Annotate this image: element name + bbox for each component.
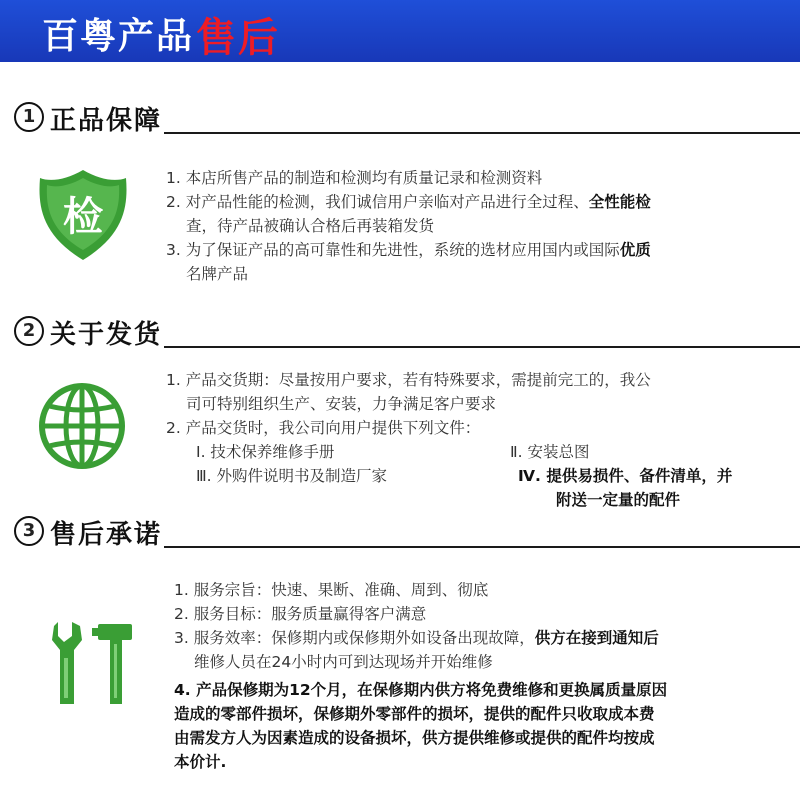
header-title-accent: 售后 <box>196 15 280 61</box>
s1-line-2-cont: 查，待产品被确认合格后再装箱发货 <box>186 217 435 235</box>
s2-doc-3: Ⅲ. 外购件说明书及制造厂家 <box>196 467 388 485</box>
section-3-heading <box>14 514 800 548</box>
s1-line-3-text: 3. 为了保证产品的高可靠性和先进性，系统的选材应用国内或国际 <box>166 241 620 259</box>
s2-doc-1: Ⅰ. 技术保养维修手册 <box>196 443 335 461</box>
section-divider <box>164 546 800 548</box>
s2-line-1: 1. 产品交货期：尽量按用户要求，若有特殊要求，需提前完工的，我公 <box>166 371 651 389</box>
section-title: 正品保障 <box>50 106 163 136</box>
inspection-glyph: 检 <box>63 194 103 240</box>
globe-icon <box>36 380 128 472</box>
s1-line-3-cont: 名牌产品 <box>186 265 249 283</box>
inspection-shield-icon <box>30 164 136 264</box>
s2-line-2: 2. 产品交货时，我公司向用户提供下列文件： <box>166 419 481 437</box>
wrench-hammer-icon <box>44 614 140 710</box>
header-title-main: 百粤产品 <box>42 16 195 57</box>
s2-doc-2: Ⅱ. 安装总图 <box>510 443 590 461</box>
s3-line-4-cont-3: 本价计. <box>174 753 227 771</box>
section-title: 关于发货 <box>50 320 163 350</box>
section-number: 1 <box>14 102 44 132</box>
header-banner <box>0 0 800 62</box>
s2-doc-4-cont: 附送一定量的配件 <box>556 491 681 509</box>
section-number: 2 <box>14 316 44 346</box>
s3-line-3-cont: 维修人员在24小时内可到达现场并开始维修 <box>194 653 493 671</box>
s3-line-3-bold: 供方在接到通知后 <box>534 629 659 647</box>
s1-line-2 <box>166 190 651 214</box>
s3-line-2: 2. 服务目标：服务质量赢得客户满意 <box>174 605 427 623</box>
section-divider <box>164 346 800 348</box>
section-divider <box>164 132 800 134</box>
s3-line-1: 1. 服务宗旨：快速、果断、准确、周到、彻底 <box>174 581 489 599</box>
s2-doc-4: Ⅳ. 提供易损件、备件清单，并 <box>518 467 733 485</box>
s3-line-4-cont-1: 造成的零部件损坏，保修期外零部件的损坏，提供的配件只收取成本费 <box>174 705 655 723</box>
s2-line-1-cont: 司可特别组织生产、安装，力争满足客户要求 <box>186 395 497 413</box>
s3-line-4: 4. 产品保修期为12个月，在保修期内供方将免费维修和更换属质量原因 <box>174 681 668 699</box>
s1-line-1: 1. 本店所售产品的制造和检测均有质量记录和检测资料 <box>166 169 543 187</box>
s1-line-3 <box>166 238 651 262</box>
s3-line-3 <box>174 626 659 650</box>
section-2-heading <box>14 314 800 348</box>
s1-line-3-bold: 优质 <box>619 241 651 259</box>
s3-line-3-text: 3. 服务效率：保修期内或保修期外如设备出现故障， <box>174 629 535 647</box>
section-1-heading <box>14 100 800 134</box>
s1-line-2-bold: 全性能检 <box>588 193 651 211</box>
section-number: 3 <box>14 516 44 546</box>
section-title: 售后承诺 <box>50 520 163 550</box>
s3-line-4-cont-2: 由需发方人为因素造成的设备损坏，供方提供维修或提供的配件均按成 <box>174 729 655 747</box>
s1-line-2-text: 2. 对产品性能的检测，我们诚信用户亲临对产品进行全过程、 <box>166 193 589 211</box>
